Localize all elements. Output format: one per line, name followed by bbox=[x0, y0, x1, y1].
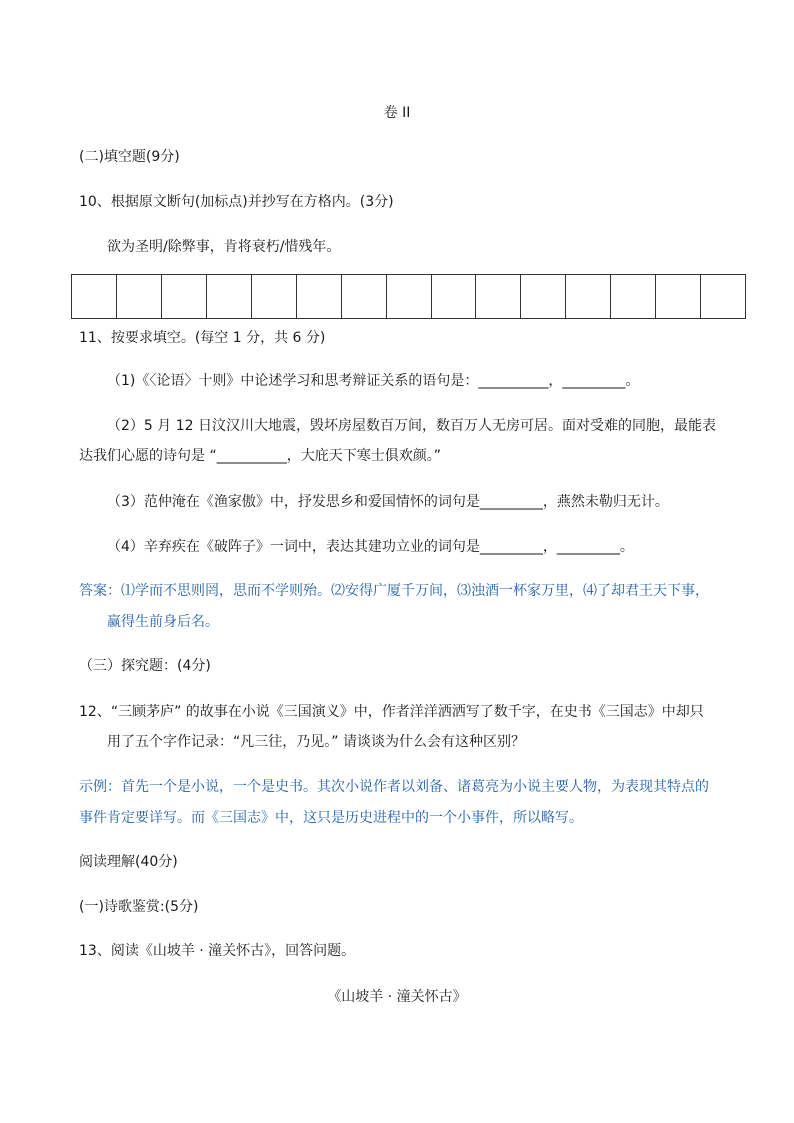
poem-title: 《山坡羊 · 潼关怀古》 bbox=[327, 989, 467, 1005]
answer-grid bbox=[71, 274, 746, 319]
question-11-item-2-line-2: 达我们心愿的诗句是 “__________，大庇天下寒士俱欢颜。” bbox=[79, 448, 441, 464]
question-12-prompt-line-2: 用了五个字作记录：“凡三往，乃见。” 请谈谈为什么会有这种区别？ bbox=[107, 734, 525, 750]
question-11-answer-line-2: 赢得生前身后名。 bbox=[107, 614, 219, 630]
section-reading-heading: 阅读理解(40分) bbox=[79, 854, 178, 870]
grid-cell bbox=[611, 275, 656, 318]
page-title: 卷 II bbox=[383, 105, 411, 121]
section-fill-in-heading: (二)填空题(9分) bbox=[79, 149, 180, 165]
grid-cell bbox=[566, 275, 611, 318]
grid-cell bbox=[162, 275, 207, 318]
grid-cell bbox=[297, 275, 342, 318]
question-10-prompt: 10、根据原文断句(加标点)并抄写在方格内。(3分) bbox=[79, 194, 394, 210]
question-10-text: 欲为圣明/除弊事，肯将衰朽/惜残年。 bbox=[107, 239, 341, 255]
grid-cell bbox=[117, 275, 162, 318]
grid-cell bbox=[521, 275, 566, 318]
question-12-example-line-2: 事件肯定要详写。而《三国志》中，这只是历史进程中的一个小事件，所以略写。 bbox=[79, 810, 583, 826]
question-11-answer-line-1: 答案：⑴学而不思则罔，思而不学则殆。⑵安得广厦千万间，⑶浊酒一杯家万里，⑷了却君王天下事， bbox=[79, 583, 709, 599]
grid-cell bbox=[432, 275, 477, 318]
grid-cell bbox=[72, 275, 117, 318]
grid-cell bbox=[252, 275, 297, 318]
question-11-prompt: 11、按要求填空。(每空 1 分，共 6 分) bbox=[79, 330, 326, 346]
grid-cell bbox=[476, 275, 521, 318]
question-11-item-1: （1)《〈论语〉十则》中论述学习和思考辩证关系的语句是：__________，_________。 bbox=[107, 373, 640, 389]
grid-cell bbox=[387, 275, 432, 318]
question-11-item-4: （4）辛弃疾在《破阵子》一词中，表达其建功立业的词句是_________，_________。 bbox=[107, 539, 634, 555]
question-12-prompt-line-1: 12、“三顾茅庐” 的故事在小说《三国演义》中，作者洋洋洒洒写了数千字，在史书《三国志》中却只 bbox=[79, 704, 704, 720]
section-explore-heading: （三）探究题：(4分) bbox=[79, 658, 211, 674]
grid-cell bbox=[656, 275, 701, 318]
question-12-example-line-1: 示例：首先一个是小说，一个是史书。其次小说作者以刘备、诸葛亮为小说主要人物，为表现其特点的 bbox=[79, 779, 709, 795]
question-13-prompt: 13、阅读《山坡羊 · 潼关怀古》，回答问题。 bbox=[79, 943, 356, 959]
section-poem-heading: (一)诗歌鉴赏:(5分) bbox=[79, 899, 199, 915]
grid-cell bbox=[701, 275, 745, 318]
question-11-item-3: （3）范仲淹在《渔家傲》中，抒发思乡和爱国情怀的词句是_________，燕然未勒归无计。 bbox=[107, 494, 669, 510]
grid-cell bbox=[207, 275, 252, 318]
question-11-item-2-line-1: （2）5 月 12 日汶汉川大地震，毁坏房屋数百万间，数百万人无房可居。面对受难的同胞，最能表 bbox=[107, 418, 716, 434]
grid-cell bbox=[342, 275, 387, 318]
